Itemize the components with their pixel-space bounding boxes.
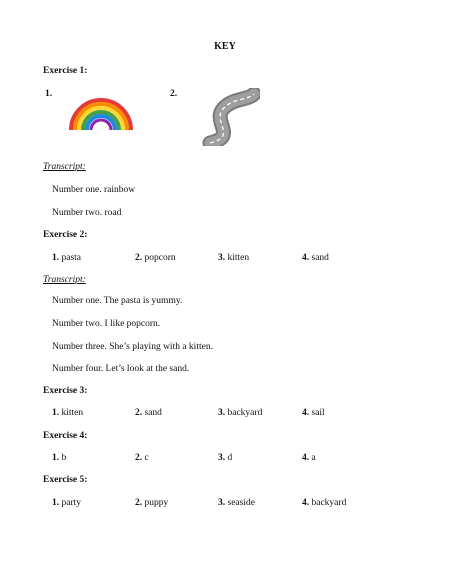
answer-item (135, 408, 162, 418)
answer-number: 2. (135, 253, 143, 263)
exercise-4-heading: Exercise 4: (43, 431, 88, 441)
exercise-2-transcript-line: Number three. She’s playing with a kitten. (52, 342, 213, 352)
answer-text: c (144, 453, 149, 463)
answer-number: 3. (218, 408, 226, 418)
exercise-1-transcript-line: Number two. road (52, 208, 122, 218)
exercise-1-transcript-line: Number one. rainbow (52, 185, 136, 195)
answer-number: 1. (52, 253, 60, 263)
answer-text: popcorn (144, 253, 176, 263)
answer-text: backyard (311, 498, 347, 508)
answer-item (52, 253, 81, 263)
answer-text: sand (144, 408, 162, 418)
answer-text: pasta (61, 253, 82, 263)
answer-item (218, 453, 232, 463)
answer-number: 1. (52, 453, 60, 463)
answer-text: sail (311, 408, 325, 418)
answer-item (302, 408, 325, 418)
exercise-2-transcript-line: Number one. The pasta is yummy. (52, 296, 183, 306)
answer-number: 3. (218, 253, 226, 263)
answer-number: 1. (52, 408, 60, 418)
answer-number: 2. (135, 498, 143, 508)
answer-text: b (61, 453, 67, 463)
exercise-5-heading: Exercise 5: (43, 475, 88, 485)
answer-number: 4. (302, 408, 310, 418)
exercise-3-heading: Exercise 3: (43, 386, 88, 396)
answer-number: 1. (52, 498, 60, 508)
exercise-2-transcript-line: Number four. Let’s look at the sand. (52, 364, 190, 374)
exercise-2-transcript-label: Transcript: (43, 275, 86, 285)
exercise-2-transcript-line: Number two. I like popcorn. (52, 319, 161, 329)
answer-text: seaside (227, 498, 255, 508)
answer-number: 2. (135, 453, 143, 463)
answer-text: sand (311, 253, 329, 263)
answer-text: puppy (144, 498, 169, 508)
answer-number: 2. (135, 408, 143, 418)
exercise-1-item-1-number: 1. (45, 89, 53, 99)
answer-number: 3. (218, 498, 226, 508)
answer-item (302, 498, 346, 508)
answer-item (218, 498, 255, 508)
answer-item (218, 408, 262, 418)
answer-item (135, 453, 149, 463)
answer-number: 4. (302, 498, 310, 508)
answer-text: a (311, 453, 316, 463)
answer-item (52, 498, 81, 508)
answer-item (135, 498, 168, 508)
answer-text: d (227, 453, 233, 463)
exercise-1-item-2-number: 2. (170, 89, 178, 99)
answer-item (302, 253, 329, 263)
answer-number: 4. (302, 453, 310, 463)
answer-number: 4. (302, 253, 310, 263)
road-picture (200, 88, 260, 146)
answer-item (52, 453, 66, 463)
answer-text: backyard (227, 408, 263, 418)
answer-text: kitten (61, 408, 84, 418)
answer-text: party (61, 498, 82, 508)
rainbow-picture (66, 94, 136, 134)
page-title: KEY (214, 41, 236, 52)
answer-item (52, 408, 83, 418)
exercise-1-heading: Exercise 1: (43, 66, 88, 76)
answer-item (135, 253, 176, 263)
answer-item (302, 453, 316, 463)
answer-item (218, 253, 249, 263)
exercise-2-heading: Exercise 2: (43, 230, 88, 240)
answer-text: kitten (227, 253, 250, 263)
answer-number: 3. (218, 453, 226, 463)
exercise-1-transcript-label: Transcript: (43, 162, 86, 172)
